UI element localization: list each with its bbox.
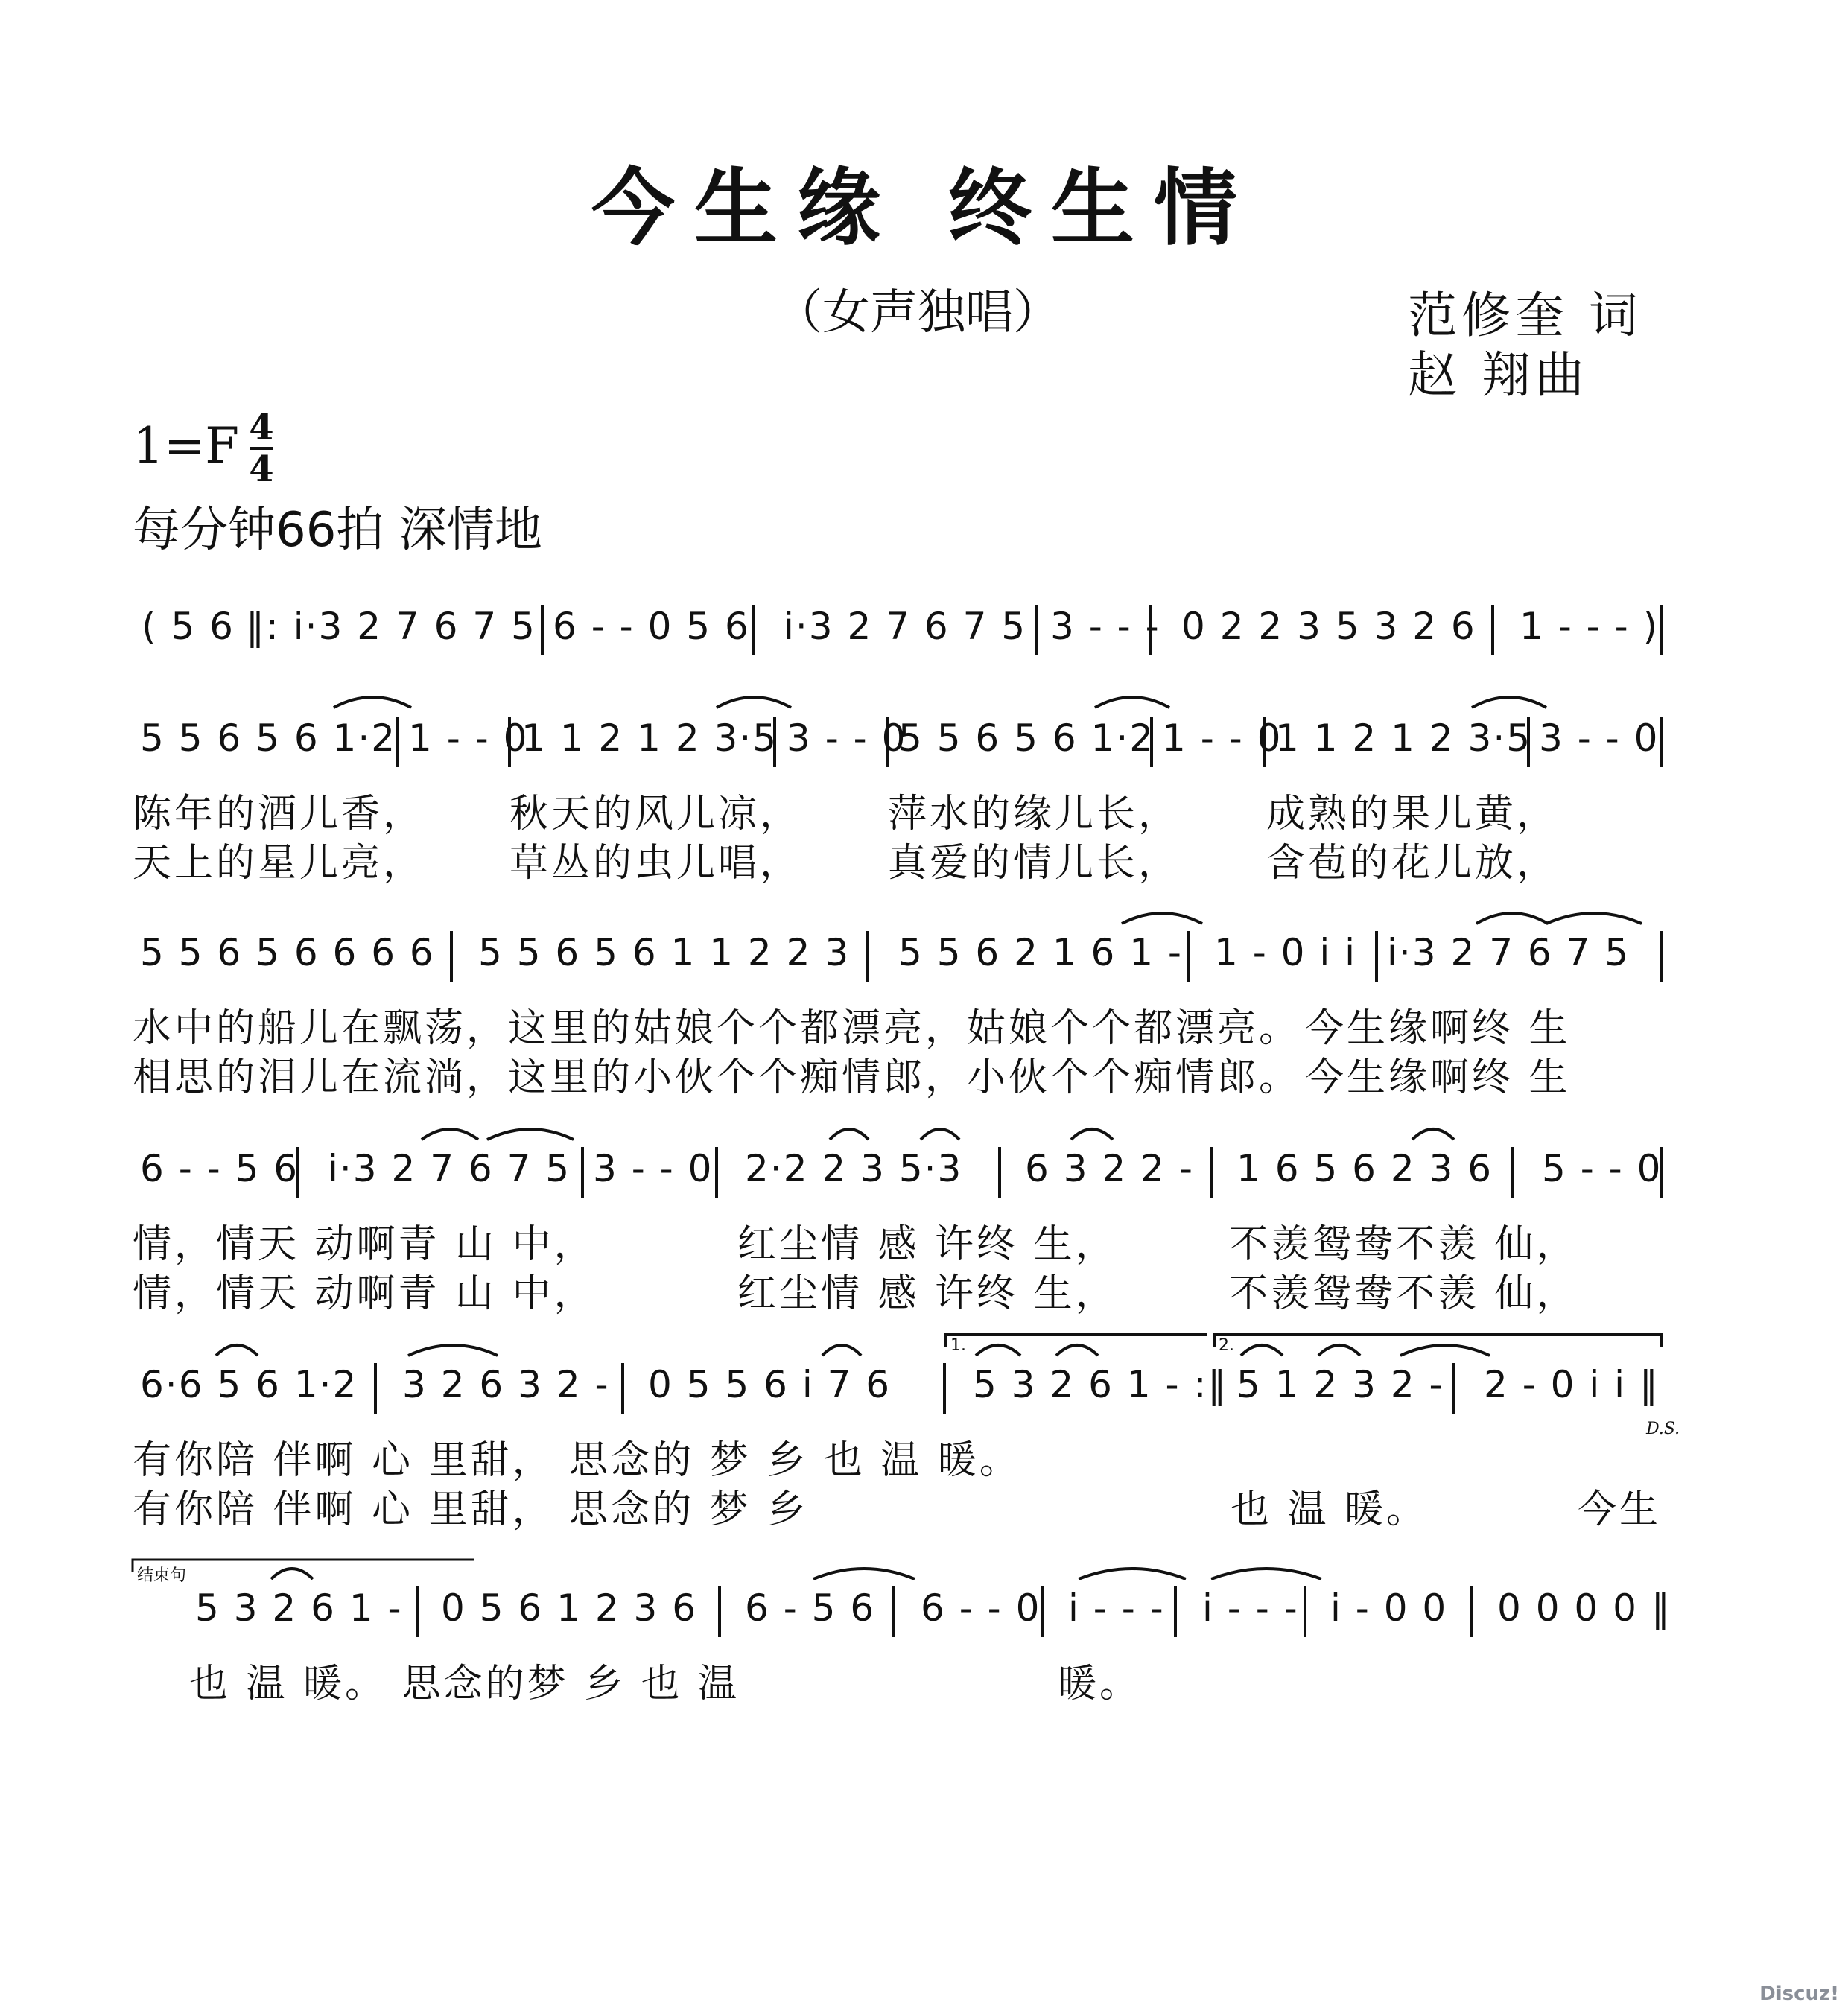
measure-notes: 5 3 2 6 1 - :‖ [973,1363,1228,1406]
slur [921,1129,959,1140]
lyric-verse-2: 今生 [1578,1487,1662,1532]
slur [408,1345,498,1356]
measure-notes: i - - - [1202,1586,1299,1630]
slur [422,1129,478,1140]
slur [717,697,791,708]
slur [830,1129,869,1140]
measure-notes: 6 - - 0 [921,1586,1041,1630]
lyric-verse-2: 不羡鸳鸯不羡 仙， [1229,1271,1578,1316]
lyric-verse-1: 萍水的缘儿长， [888,792,1181,836]
slur [1472,697,1546,708]
measure-notes: i·3 2 7 6 7 5 [1387,931,1631,974]
measure-notes: 0 5 5 6 i 7 6 [648,1363,892,1406]
measure-notes: 1 - 0 i i [1214,931,1357,974]
measure-notes: ( 5 6 [142,605,235,648]
slur [1079,1569,1186,1579]
measure-notes: 6 - - 0 5 6 [553,605,750,648]
measure-notes: ‖: i·3 2 7 6 7 5 [246,605,536,648]
lyric-verse-1: 今生缘啊终 生 [1305,1006,1571,1051]
measure-notes: 6 3 2 2 - [1025,1147,1194,1190]
slur [334,697,411,708]
slur [1211,1569,1321,1579]
coda-label: 结束句 [137,1566,187,1585]
slur [1241,1345,1283,1356]
slur [1056,1345,1098,1356]
slur [1546,913,1642,924]
slur [1095,697,1169,708]
measure-notes: 5 1 2 3 2 - [1236,1363,1444,1406]
lyric-verse-2: 也 温 暖。 [1231,1487,1429,1532]
lyric-verse-2: 情，情天 动啊青 山 中， [133,1271,596,1316]
measure-notes: 1 1 2 1 2 3·5 [1275,717,1532,760]
slur [1318,1345,1360,1356]
measure-notes: 1 - - - ) [1520,605,1660,648]
measure-notes: 5 3 2 6 1 - [195,1586,403,1630]
tempo-marking: 每分钟66拍 深情地 [133,503,542,558]
measure-notes: i·3 2 7 6 7 5 [328,1147,571,1190]
lyric-verse-2: 有你陪 伴啊 心 里甜， 思念的 梦 乡 [133,1487,809,1532]
measure-notes: 1 - - 0 [408,717,529,760]
measure-notes: 3 - - 0 [593,1147,714,1190]
key-signature: 1=F [133,417,240,474]
volta-2-label: 2. [1219,1336,1234,1355]
slur [271,1569,313,1579]
lyric-verse-1: 秋天的风儿凉， [509,792,802,836]
slur [216,1345,258,1356]
dal-segno-mark: D.S. [1646,1420,1680,1438]
lyric-verse-1: 有你陪 伴啊 心 里甜， 思念的 梦 乡 也 温 暖。 [133,1438,1021,1483]
measure-notes: 5 5 6 5 6 1 1 2 2 3 [478,931,851,974]
slur [813,1569,915,1579]
measure-notes: 2·2 2 3 5·3 [745,1147,963,1190]
measure-notes: i - 0 0 [1330,1586,1448,1630]
slur [487,1129,574,1140]
slur [976,1345,1020,1356]
measure-notes: 6 - 5 6 [745,1586,876,1630]
watermark: Discuz! [1759,1983,1839,2005]
measure-notes: i - - - [1068,1586,1165,1630]
measure-notes: 1 6 5 6 2 3 6 [1236,1147,1493,1190]
measure-notes: 2 - 0 i i ‖ [1484,1363,1660,1406]
lyric-verse-1: 红尘情 感 许终 生， [737,1222,1117,1267]
composer-credit: 赵 翔曲 [1408,346,1589,404]
lyric-verse-1: 情，情天 动啊青 山 中， [133,1222,596,1267]
slur [1400,1345,1490,1356]
lyric-verse-1: 暖。 [1058,1662,1142,1706]
measure-notes: 1 1 2 1 2 3·5 [521,717,778,760]
subtitle: （女声独唱） [775,285,1061,340]
lyric-verse-2: 真爱的情儿长， [888,841,1181,886]
measure-notes: 1 - - 0 [1162,717,1283,760]
measure-notes: 0 5 6 1 2 3 6 [441,1586,698,1630]
lyric-verse-1: 陈年的酒儿香， [133,792,425,836]
lyric-verse-2: 相思的泪儿在流淌，这里的小伙个个痴情郎，小伙个个痴情郎。 [133,1055,1301,1100]
slur [822,1345,861,1356]
measure-notes: 5 - - 0 [1542,1147,1663,1190]
song-title: 今生缘 终生情 [591,160,1257,257]
measure-notes: 6·6 5 6 1·2 [140,1363,358,1406]
lyric-verse-2: 红尘情 感 许终 生， [737,1271,1117,1316]
lyric-verse-2: 草丛的虫儿唱， [509,841,802,886]
measure-notes: 3 2 6 3 2 - [402,1363,610,1406]
measure-notes: 5 5 6 5 6 1·2 [898,717,1155,760]
lyric-verse-1: 也 温 暖。 思念的梦 乡 也 温 [189,1662,740,1706]
lyric-verse-2: 天上的星儿亮， [133,841,425,886]
lyric-verse-2: 今生缘啊终 生 [1305,1055,1571,1100]
measure-notes: 0 0 0 0 ‖ [1497,1586,1671,1630]
measure-notes: 5 5 6 5 6 1·2 [140,717,397,760]
lyric-verse-1: 成熟的果儿黄， [1266,792,1559,836]
measure-notes: 0 2 2 3 5 3 2 6 [1181,605,1476,648]
lyric-verse-1: 不羡鸳鸯不羡 仙， [1229,1222,1578,1267]
lyric-verse-1: 水中的船儿在飘荡，这里的姑娘个个都漂亮，姑娘个个都漂亮。 [133,1006,1301,1051]
lyric-verse-2: 含苞的花儿放， [1266,841,1559,886]
slur [1071,1129,1113,1140]
measure-notes: i·3 2 7 6 7 5 [784,605,1027,648]
measure-notes: 3 - - 0 [1539,717,1660,760]
measure-notes: 5 5 6 2 1 6 1 - [898,931,1183,974]
measure-notes: 6 - - 5 6 [140,1147,299,1190]
lyricist-credit: 范修奎 词 [1408,287,1642,344]
slur [1476,913,1548,924]
measure-notes: 5 5 6 5 6 6 6 6 [140,931,435,974]
slur [1122,913,1202,924]
time-signature-bottom: 4 [249,448,274,490]
slur [1412,1129,1454,1140]
volta-1-label: 1. [950,1336,966,1355]
measure-notes: 3 - - - [1050,605,1160,648]
time-signature-top: 4 [249,407,274,448]
measure-notes: 3 - - 0 [787,717,907,760]
